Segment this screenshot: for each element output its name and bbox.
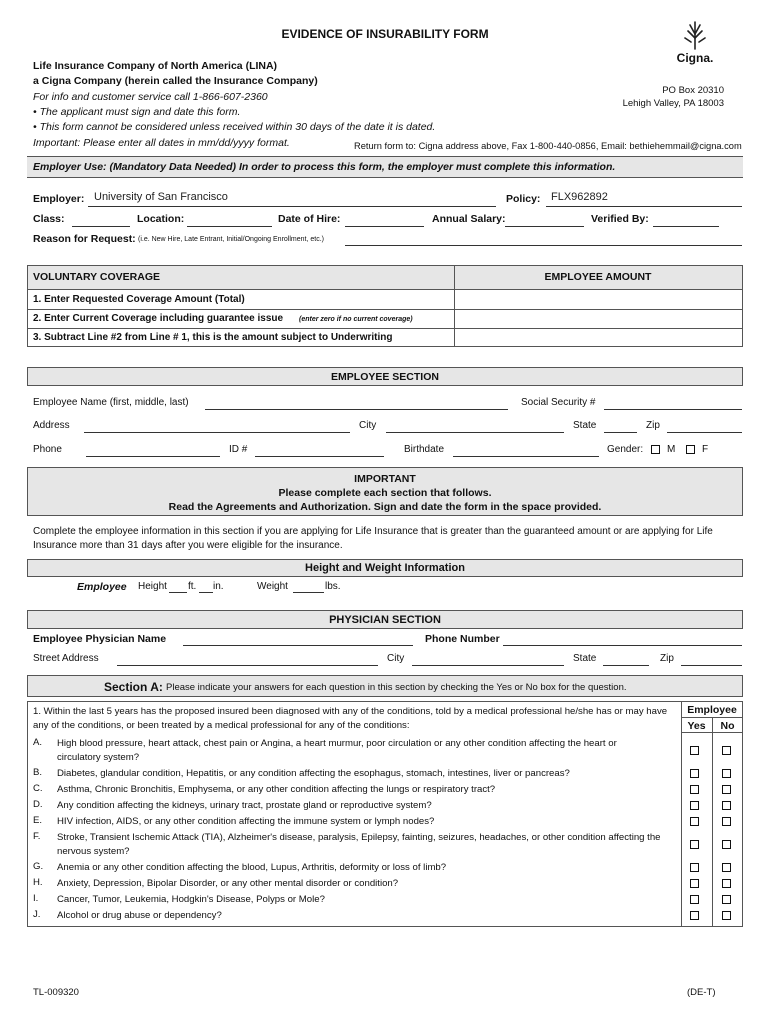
- address-label: Address: [33, 420, 70, 431]
- phone-field[interactable]: [86, 456, 220, 457]
- employer-label: Employer:: [33, 193, 85, 205]
- gender-f-checkbox[interactable]: [686, 445, 695, 454]
- address-field[interactable]: [84, 432, 350, 433]
- yes-checkbox[interactable]: [690, 817, 699, 826]
- yes-checkbox[interactable]: [690, 785, 699, 794]
- class-field[interactable]: [72, 226, 130, 227]
- question-letter: H.: [33, 877, 43, 888]
- lbs-label: lbs.: [325, 581, 341, 592]
- no-checkbox[interactable]: [722, 895, 731, 904]
- question-row: [28, 766, 742, 782]
- physician-city-label: City: [387, 653, 405, 664]
- question-row: [28, 782, 742, 798]
- employee-section-header: [27, 367, 743, 386]
- employee-section-title: EMPLOYEE SECTION: [331, 371, 439, 383]
- phone-label: Phone: [33, 444, 62, 455]
- annual-salary-field[interactable]: [505, 226, 584, 227]
- state-code: (DE-T): [687, 987, 716, 998]
- no-checkbox[interactable]: [722, 840, 731, 849]
- ft-label: ft.: [188, 581, 197, 592]
- question-text: HIV infection, AIDS, or any other condition affecting the immune system or lymph nodes?: [57, 816, 435, 827]
- physician-zip-label: Zip: [660, 653, 674, 664]
- location-label: Location:: [137, 213, 185, 225]
- important-line-2: Read the Agreements and Authorization. Sign and date the form in the space provided.: [168, 501, 602, 513]
- reason-label: Reason for Request:: [33, 233, 136, 245]
- section-a-subtitle: Please indicate your answers for each question in this section by checking the Yes or No box for the question.: [166, 682, 627, 693]
- important-line-1: Please complete each section that follows.: [278, 487, 492, 499]
- yes-checkbox[interactable]: [690, 801, 699, 810]
- birthdate-label: Birthdate: [404, 444, 445, 455]
- important-box: [27, 467, 743, 516]
- zip-field[interactable]: [667, 432, 742, 433]
- gender-label: Gender:: [607, 444, 644, 455]
- question-text: Any condition affecting the kidneys, urinary tract, prostate gland or reproductive system?: [57, 800, 432, 811]
- question-letter: I.: [33, 893, 39, 904]
- no-checkbox[interactable]: [722, 785, 731, 794]
- weight-label: Weight: [257, 581, 288, 592]
- id-field[interactable]: [255, 456, 384, 457]
- weight-field[interactable]: [293, 592, 324, 593]
- annual-salary-label: Annual Salary:: [432, 213, 506, 225]
- policy-value[interactable]: FLX962892: [551, 191, 608, 203]
- verified-by-field[interactable]: [653, 226, 719, 227]
- important-note: Important: Please enter all dates in mm/dd/yyyy format.: [33, 137, 290, 149]
- physician-header: [27, 610, 743, 629]
- physician-city-field[interactable]: [412, 665, 564, 666]
- city-label: City: [359, 420, 377, 431]
- yes-checkbox[interactable]: [690, 746, 699, 755]
- coverage-amount-2[interactable]: [456, 310, 741, 327]
- coverage-header-right: EMPLOYEE AMOUNT: [544, 271, 652, 283]
- height-ft-field[interactable]: [169, 592, 187, 593]
- verified-by-label: Verified By:: [591, 213, 649, 225]
- physician-name-label: Employee Physician Name: [33, 633, 167, 645]
- physician-title: PHYSICIAN SECTION: [329, 614, 441, 626]
- question-text: Asthma, Chronic Bronchitis, Emphysema, or any other condition affecting the lungs or respiratory tract?: [57, 784, 496, 795]
- question-letter: F.: [33, 831, 41, 842]
- company-line-2: a Cigna Company (herein called the Insurance Company): [33, 75, 318, 87]
- yes-checkbox[interactable]: [690, 840, 699, 849]
- gender-m-checkbox[interactable]: [651, 445, 660, 454]
- section-a-header-bottom: [681, 732, 743, 733]
- form-title: EVIDENCE OF INSURABILITY FORM: [281, 27, 489, 41]
- state-label: State: [573, 420, 597, 431]
- logo-text: Cigna.: [676, 51, 714, 65]
- company-line-1: Life Insurance Company of North America (LINA): [33, 60, 278, 72]
- physician-phone-field[interactable]: [503, 645, 742, 646]
- birthdate-field[interactable]: [453, 456, 599, 457]
- employer-banner-text: Employer Use: (Mandatory Data Needed) In order to process this form, the employer must complete this information.: [33, 161, 616, 173]
- physician-phone-label: Phone Number: [425, 633, 500, 645]
- city-field[interactable]: [386, 432, 564, 433]
- reason-field[interactable]: [345, 245, 742, 246]
- question-letter: E.: [33, 815, 43, 826]
- height-label: Height: [138, 581, 167, 592]
- class-label: Class:: [33, 213, 65, 225]
- gender-m-label: M: [667, 444, 676, 455]
- state-field[interactable]: [604, 432, 637, 433]
- height-weight-header: [27, 559, 743, 577]
- section-a-intro: 1. Within the last 5 years has the proposed insured been diagnosed with any of the conditions, told by a medical professional he/she has or may have any of the conditions, or been treated by a medical professional for any of the conditions:: [33, 706, 668, 731]
- physician-name-field[interactable]: [183, 645, 413, 646]
- question-text: Stroke, Transient Ischemic Attack (TIA), Alzheimer's disease, paralysis, Epilepsy, fainting, seizures, headaches, or other condition affecting the nervous system?: [57, 832, 661, 857]
- yes-checkbox[interactable]: [690, 879, 699, 888]
- question-row: [28, 892, 742, 908]
- section-a-header: [27, 675, 743, 697]
- no-checkbox[interactable]: [722, 817, 731, 826]
- employee-col-header: Employee: [687, 704, 737, 716]
- yes-checkbox[interactable]: [690, 895, 699, 904]
- policy-field[interactable]: [546, 206, 742, 207]
- employer-value[interactable]: University of San Francisco: [94, 191, 228, 203]
- question-letter: A.: [33, 737, 43, 748]
- yes-checkbox[interactable]: [690, 863, 699, 872]
- yes-col-header: Yes: [687, 720, 706, 732]
- reason-hint: (i.e. New Hire, Late Entrant, Initial/Ongoing Enrollment, etc.): [138, 236, 324, 243]
- tree-icon: [681, 20, 709, 50]
- no-checkbox[interactable]: [722, 769, 731, 778]
- question-letter: J.: [33, 909, 41, 920]
- physician-state-field[interactable]: [603, 665, 649, 666]
- question-row: [28, 830, 742, 860]
- city-state: Lehigh Valley, PA 18003: [622, 98, 724, 109]
- id-label: ID #: [229, 444, 248, 455]
- cigna-logo: [672, 20, 718, 64]
- important-title: IMPORTANT: [354, 473, 416, 485]
- zip-label: Zip: [646, 420, 660, 431]
- bullet-1: • The applicant must sign and date this form.: [33, 106, 241, 118]
- question-row: [28, 876, 742, 892]
- bullet-2: • This form cannot be considered unless received within 30 days of the date it is dated.: [33, 121, 436, 133]
- question-text: Diabetes, glandular condition, Hepatitis, or any condition affecting the esophagus, stomach, intestines, liver or pancreas?: [57, 768, 570, 779]
- location-field[interactable]: [187, 226, 272, 227]
- question-text: Cancer, Tumor, Leukemia, Hodgkin's Disease, Polyps or Mole?: [57, 894, 325, 905]
- po-box: PO Box 20310: [662, 85, 724, 96]
- physician-street-field[interactable]: [117, 665, 378, 666]
- info-line: For info and customer service call 1-866-607-2360: [33, 91, 268, 103]
- coverage-amount-3[interactable]: [456, 329, 741, 346]
- no-checkbox[interactable]: [722, 746, 731, 755]
- physician-street-label: Street Address: [33, 653, 99, 664]
- instructions-text: Complete the employee information in this section if you are applying for Life Insurance that is greater than the guaranteed amount or are applying for Life Insurance more than 31 days after you were eligible for the insurance.: [33, 526, 713, 551]
- physician-state-label: State: [573, 653, 597, 664]
- question-row: [28, 798, 742, 814]
- question-row: [28, 860, 742, 876]
- hw-employee-label: Employee: [77, 581, 127, 593]
- return-line: Return form to: Cigna address above, Fax 1-800-440-0856, Email: bethiehemmail@cigna.com: [354, 141, 742, 151]
- height-weight-title: Height and Weight Information: [305, 562, 465, 574]
- question-row: [28, 736, 742, 766]
- height-in-field[interactable]: [199, 592, 213, 593]
- employee-name-label: Employee Name (first, middle, last): [33, 397, 189, 408]
- yes-checkbox[interactable]: [690, 911, 699, 920]
- question-row: [28, 908, 742, 924]
- coverage-amount-1[interactable]: [456, 291, 741, 308]
- question-letter: C.: [33, 783, 43, 794]
- question-letter: B.: [33, 767, 43, 778]
- question-letter: D.: [33, 799, 43, 810]
- policy-label: Policy:: [506, 193, 541, 205]
- question-letter: G.: [33, 861, 44, 872]
- question-text: High blood pressure, heart attack, chest pain or Angina, a heart murmur, poor circulation or any other condition affecting the heart or circulatory system?: [57, 738, 617, 763]
- section-a-subheader-line: [681, 717, 743, 718]
- coverage-row-1: 1. Enter Requested Coverage Amount (Total): [33, 294, 245, 305]
- in-label: in.: [213, 581, 224, 592]
- question-text: Anemia or any other condition affecting the blood, Lupus, Arthritis, deformity or loss of limb?: [57, 862, 447, 873]
- no-col-header: No: [720, 720, 735, 732]
- ssn-label: Social Security #: [521, 397, 596, 408]
- coverage-row-3: 3. Subtract Line #2 from Line # 1, this is the amount subject to Underwriting: [33, 332, 393, 343]
- employer-field[interactable]: [88, 206, 496, 207]
- gender-f-label: F: [702, 444, 709, 455]
- physician-zip-field[interactable]: [681, 665, 742, 666]
- question-row: [28, 814, 742, 830]
- employer-banner: [27, 156, 743, 178]
- section-a-title: Section A:: [104, 680, 163, 694]
- ssn-field[interactable]: [604, 409, 742, 410]
- yes-checkbox[interactable]: [690, 769, 699, 778]
- no-checkbox[interactable]: [722, 911, 731, 920]
- date-of-hire-field[interactable]: [345, 226, 424, 227]
- no-checkbox[interactable]: [722, 863, 731, 872]
- form-number: TL-009320: [33, 987, 79, 998]
- date-of-hire-label: Date of Hire:: [278, 213, 341, 225]
- employee-name-field[interactable]: [205, 409, 508, 410]
- coverage-row-2-hint: (enter zero if no current coverage): [299, 316, 413, 323]
- no-checkbox[interactable]: [722, 801, 731, 810]
- question-text: Anxiety, Depression, Bipolar Disorder, or any other mental disorder or condition?: [57, 878, 399, 889]
- no-checkbox[interactable]: [722, 879, 731, 888]
- coverage-header-left: VOLUNTARY COVERAGE: [33, 271, 160, 283]
- coverage-row-2: 2. Enter Current Coverage including guarantee issue: [33, 313, 284, 324]
- question-text: Alcohol or drug abuse or dependency?: [57, 910, 222, 921]
